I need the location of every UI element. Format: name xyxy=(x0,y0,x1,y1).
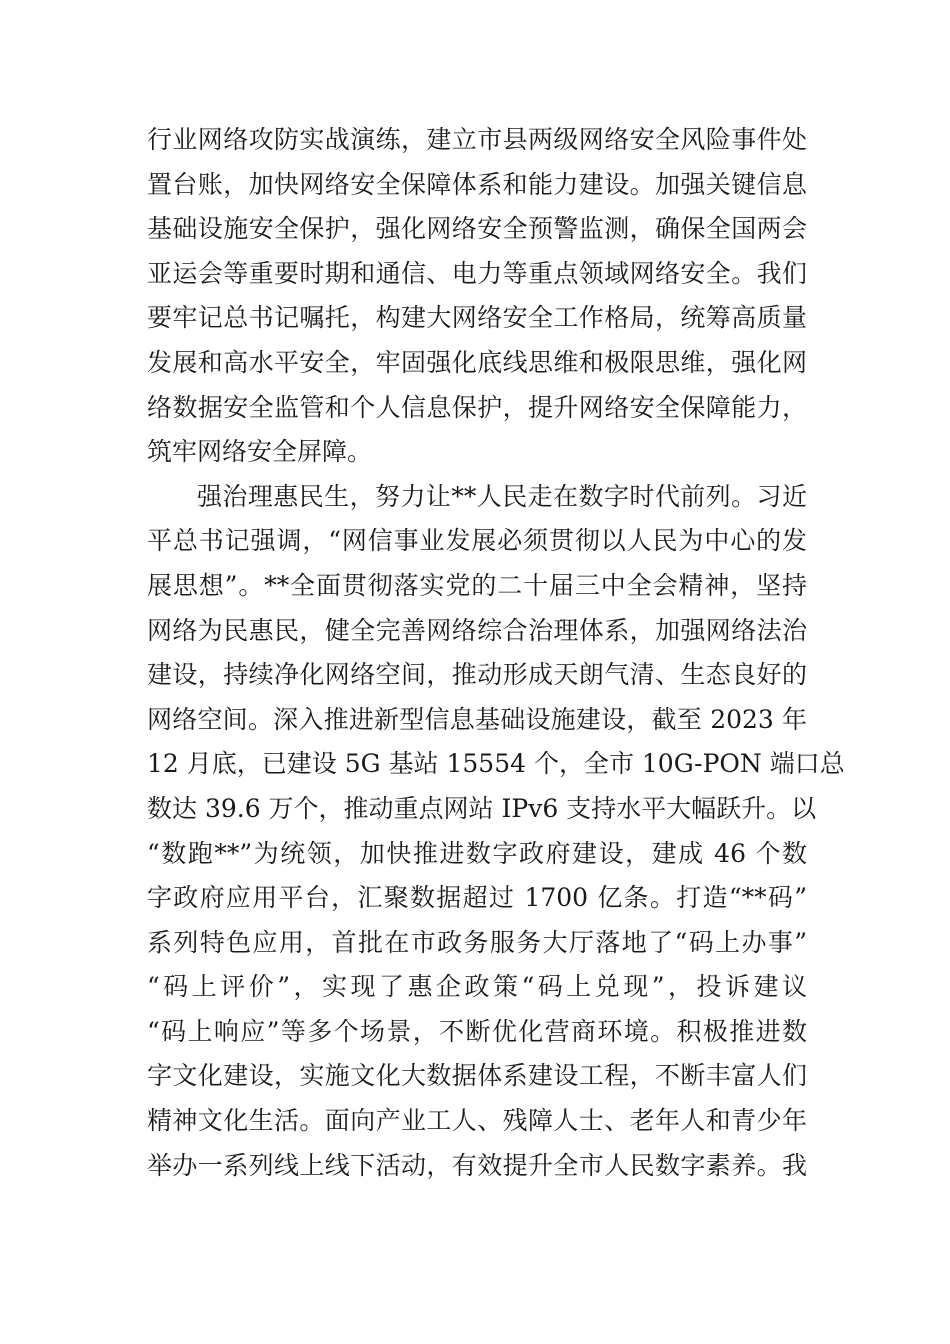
text-line: 要牢记总书记嘱托，构建大网络安全工作格局，统筹高质量 xyxy=(147,303,807,333)
text-line: 平总书记强调，“网信事业发展必须贯彻以人民为中心的发 xyxy=(147,526,807,556)
body-text xyxy=(147,118,845,1188)
text-line: “数跑**”为统领，加快推进数字政府建设，建成 46 个数 xyxy=(147,838,807,868)
text-line: 12 月底，已建设 5G 基站 15554 个，全市 10G-PON 端口总 xyxy=(147,749,845,779)
text-line: 系列特色应用，首批在市政务服务大厅落地了“码上办事” xyxy=(147,927,807,957)
text-line: 网络为民惠民，健全完善网络综合治理体系，加强网络法治 xyxy=(147,615,807,645)
text-line: 数达 39.6 万个，推动重点网站 IPv6 支持水平大幅跃升。以 xyxy=(147,793,817,823)
text-line: 字政府应用平台，汇聚数据超过 1700 亿条。打造“**码” xyxy=(147,883,807,913)
text-line: 置台账，加快网络安全保障体系和能力建设。加强关键信息 xyxy=(147,169,807,199)
text-line: 举办一系列线上线下活动，有效提升全市人民数字素养。我 xyxy=(147,1150,807,1180)
paragraph-first-line: 强治理惠民生，努力让**人民走在数字时代前列。习近 xyxy=(197,481,807,511)
text-line: “码上响应”等多个场景，不断优化营商环境。积极推进数 xyxy=(147,1016,807,1046)
text-line: 络数据安全监管和个人信息保护，提升网络安全保障能力， xyxy=(147,392,807,422)
text-line: 发展和高水平安全，牢固强化底线思维和极限思维，强化网 xyxy=(147,347,807,377)
text-line: 建设，持续净化网络空间，推动形成天朗气清、生态良好的 xyxy=(147,660,807,690)
text-line: 亚运会等重要时期和通信、电力等重点领域网络安全。我们 xyxy=(147,258,807,288)
text-line: 精神文化生活。面向产业工人、残障人士、老年人和青少年 xyxy=(147,1106,807,1136)
text-line: 基础设施安全保护，强化网络安全预警监测，确保全国两会 xyxy=(147,214,807,244)
text-line: 展思想”。**全面贯彻落实党的二十届三中全会精神，坚持 xyxy=(147,570,807,600)
text-line: 行业网络攻防实战演练，建立市县两级网络安全风险事件处 xyxy=(147,125,807,154)
text-line: 筑牢网络安全屏障。 xyxy=(147,437,373,467)
text-line: 网络空间。深入推进新型信息基础设施建设，截至 2023 年 xyxy=(147,704,807,734)
text-line: “码上评价”，实现了惠企政策“码上兑现”，投诉建议 xyxy=(147,972,807,1002)
text-line: 字文化建设，实施文化大数据体系建设工程，不断丰富人们 xyxy=(147,1061,807,1091)
